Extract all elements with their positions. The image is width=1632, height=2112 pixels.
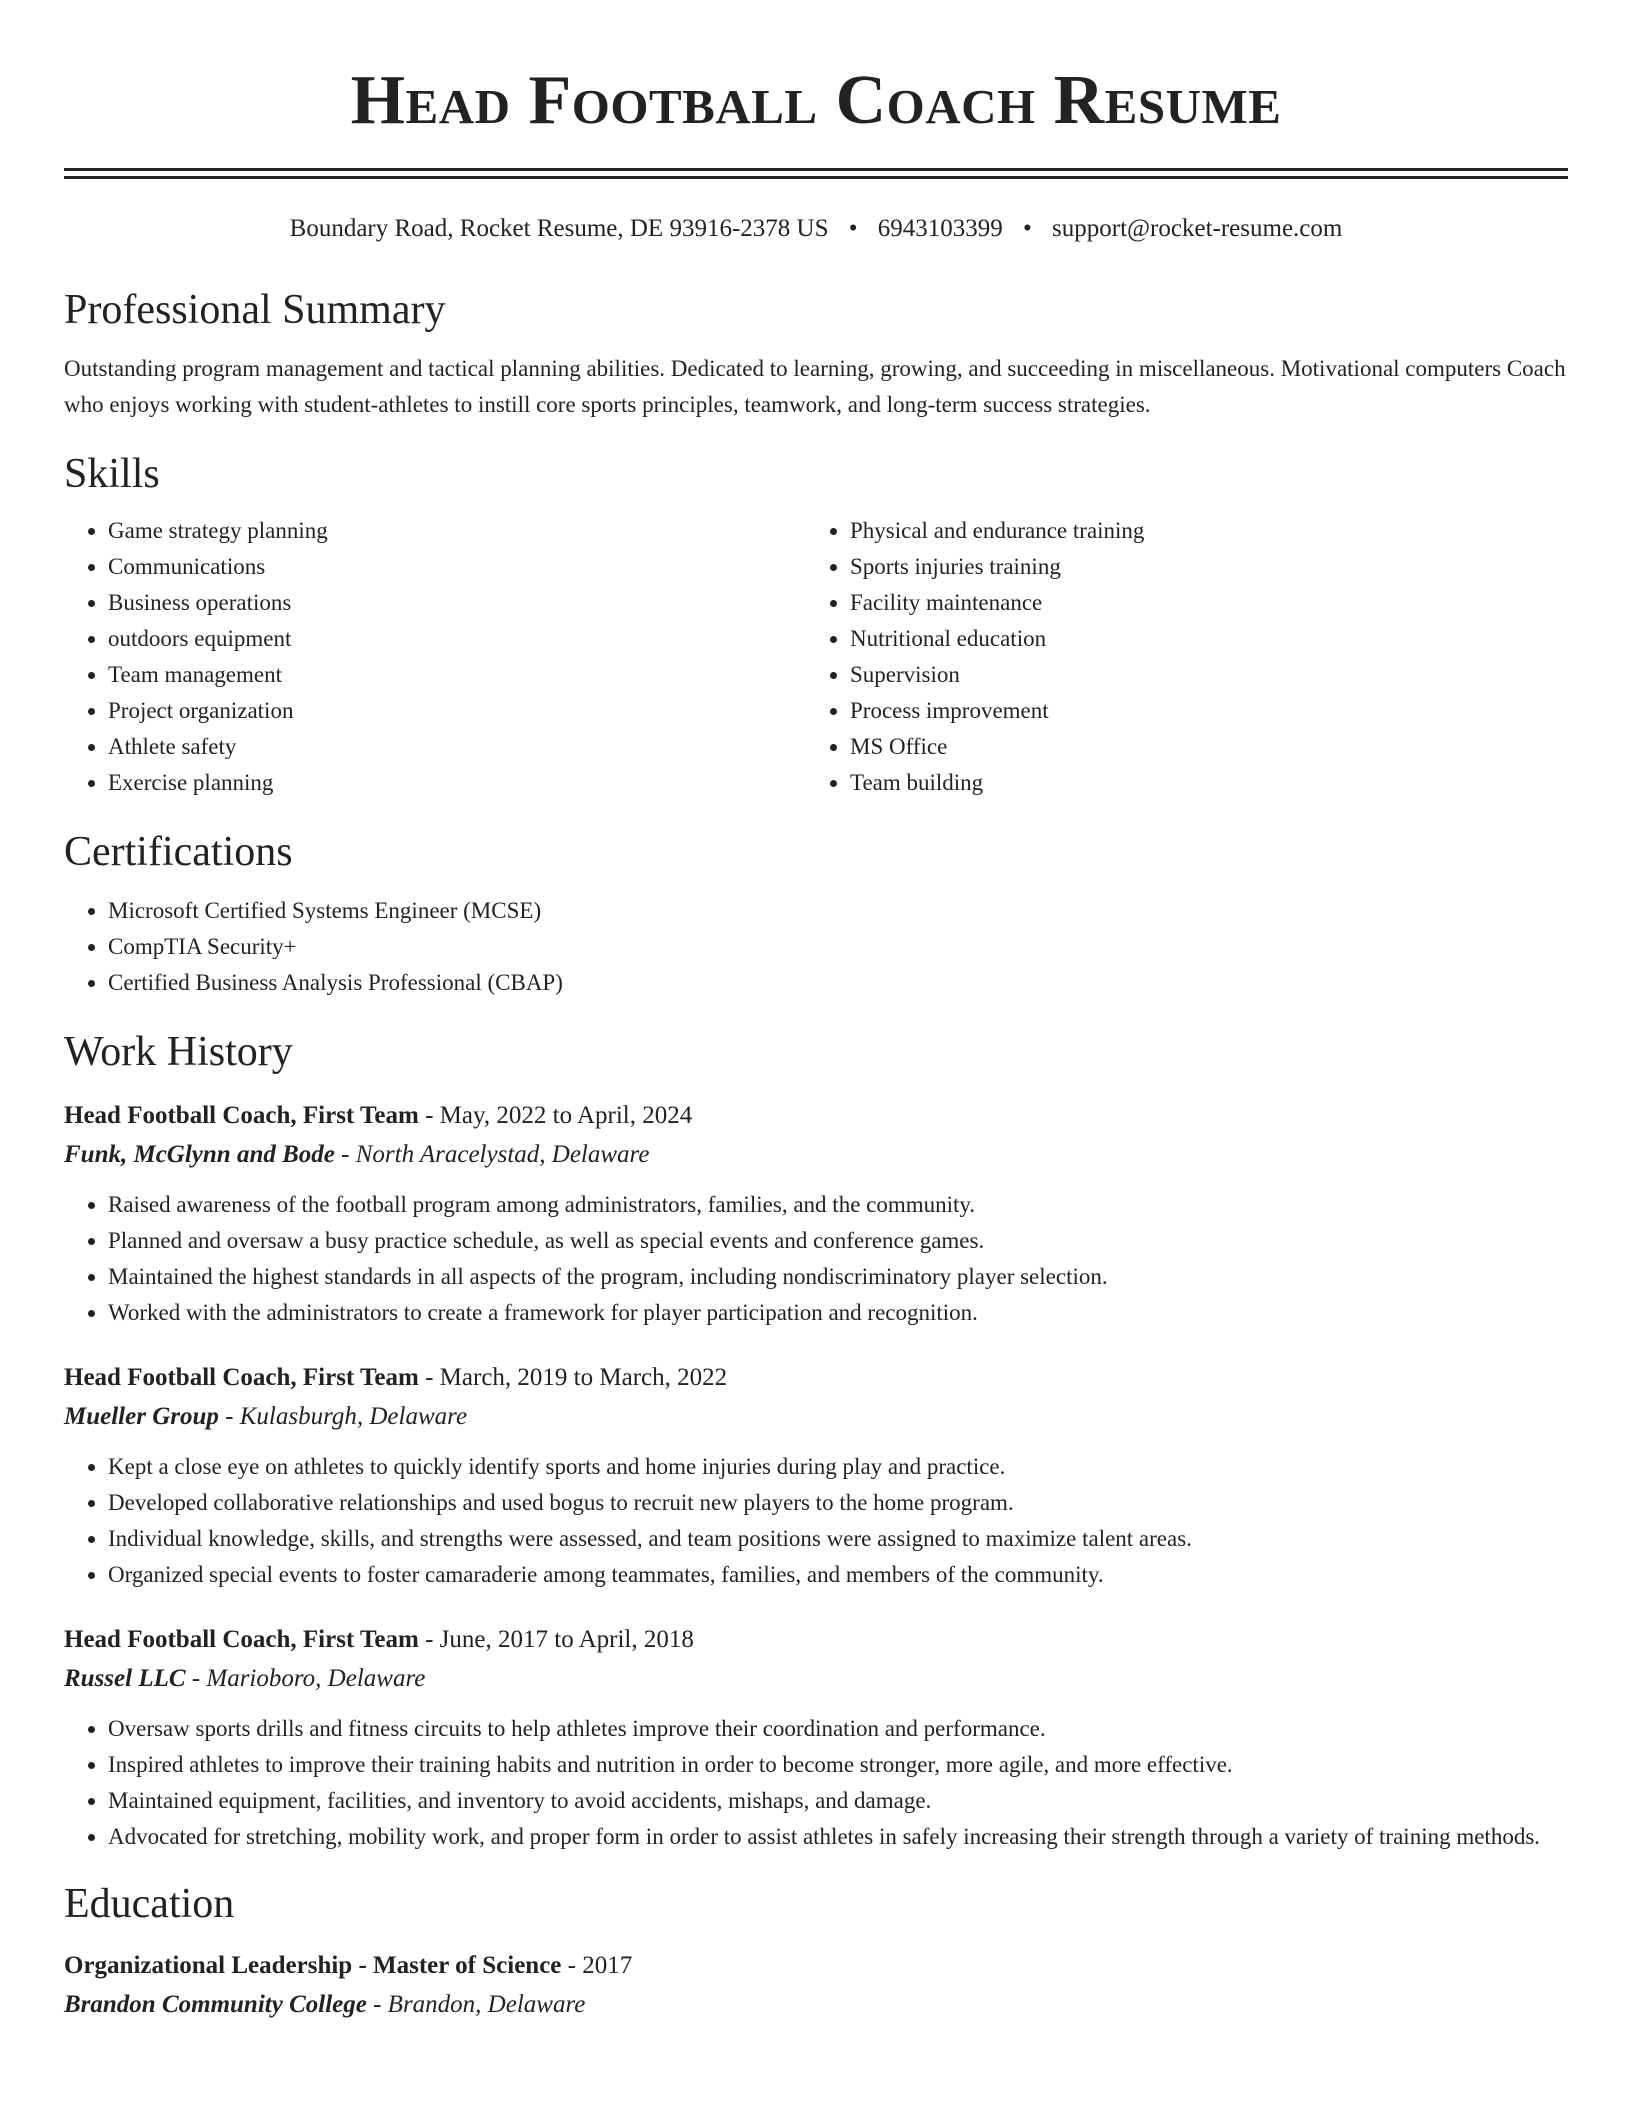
skill-item: • Supervision (850, 657, 1548, 693)
education-heading: Education (64, 1881, 235, 1927)
title-double-rule (64, 168, 1568, 179)
job-duty: • Raised awareness of the football program among administrators, families, and the community. (108, 1187, 1568, 1223)
job-duties-list (64, 1449, 1568, 1593)
certifications-heading: Certifications (64, 829, 293, 875)
job-location: - North Aracelystad, Delaware (334, 1141, 650, 1168)
certification-item: • CompTIA Security+ (108, 929, 1568, 965)
education-degree: Organizational Leadership - Master of Science (64, 1952, 562, 1979)
job-duties-list (64, 1711, 1568, 1855)
job-company: Mueller Group (64, 1403, 219, 1430)
job-duty: • Planned and oversaw a busy practice schedule, as well as special events and conference games. (108, 1223, 1568, 1259)
job-title-line (64, 1097, 1568, 1135)
job-duty: • Maintained equipment, facilities, and inventory to avoid accidents, mishaps, and damage. (108, 1783, 1568, 1819)
job-company: Funk, McGlynn and Bode (64, 1141, 335, 1168)
skill-item: • Team building (850, 765, 1548, 801)
job-dates: - May, 2022 to April, 2024 (418, 1102, 693, 1129)
job-title-line (64, 1621, 1568, 1659)
skill-item: • Exercise planning (108, 765, 806, 801)
skill-item: • Business operations (108, 585, 806, 621)
job-duty: • Worked with the administrators to create a framework for player participation and recognition. (108, 1295, 1568, 1331)
summary-text: Outstanding program management and tactical planning abilities. Dedicated to learning, growing, and succeeding in miscellaneous. Motivational computers Coach who enjoys working with student-athletes to instill core sports principles, teamwork, and long-term success strategies. (64, 356, 1566, 417)
job-duty: • Developed collaborative relationships and used bogus to recruit new players to the home program. (108, 1485, 1568, 1521)
education-location: - Brandon, Delaware (366, 1991, 586, 2018)
education-year: - 2017 (561, 1952, 633, 1979)
skill-item: • MS Office (850, 729, 1548, 765)
job-location: - Marioboro, Delaware (185, 1665, 426, 1692)
skill-item: • Game strategy planning (108, 513, 806, 549)
job-entry (64, 1359, 1568, 1593)
resume-title: Head Football Coach Resume (350, 62, 1282, 139)
job-duty: • Kept a close eye on athletes to quickly identify sports and home injuries during play and practice. (108, 1449, 1568, 1485)
skill-item: • Process improvement (850, 693, 1548, 729)
certification-item: • Certified Business Analysis Professional (CBAP) (108, 965, 1568, 1001)
job-company-line (64, 1135, 1568, 1175)
job-role: Head Football Coach, First Team (64, 1364, 419, 1391)
skill-item: • Physical and endurance training (850, 513, 1548, 549)
education-degree-line (64, 1947, 1568, 1985)
education-entry (64, 1947, 1568, 2025)
job-title-line (64, 1359, 1568, 1397)
job-duty: • Maintained the highest standards in all aspects of the program, including nondiscriminatory player selection. (108, 1259, 1568, 1295)
job-company: Russel LLC (64, 1665, 186, 1692)
job-dates: - March, 2019 to March, 2022 (418, 1364, 728, 1391)
job-duty: • Oversaw sports drills and fitness circuits to help athletes improve their coordination and performance. (108, 1711, 1568, 1747)
skills-list-right (806, 513, 1548, 801)
contact-phone: 6943103399 (877, 215, 1003, 242)
job-entry (64, 1621, 1568, 1855)
job-company-line (64, 1397, 1568, 1437)
job-location: - Kulasburgh, Delaware (218, 1403, 468, 1430)
contact-email: support@rocket-resume.com (1052, 215, 1343, 242)
job-duty: • Individual knowledge, skills, and strengths were assessed, and team positions were assigned to maximize talent areas. (108, 1521, 1568, 1557)
skills-heading: Skills (64, 451, 160, 497)
skill-item: • outdoors equipment (108, 621, 806, 657)
skill-item: • Team management (108, 657, 806, 693)
job-role: Head Football Coach, First Team (64, 1102, 419, 1129)
skills-columns (64, 513, 1568, 801)
job-duty: • Inspired athletes to improve their training habits and nutrition in order to become stronger, more agile, and more effective. (108, 1747, 1568, 1783)
job-duty: • Organized special events to foster camaraderie among teammates, families, and members of the community. (108, 1557, 1568, 1593)
certification-item: • Microsoft Certified Systems Engineer (MCSE) (108, 893, 1568, 929)
skill-item: • Project organization (108, 693, 806, 729)
job-duty: • Advocated for stretching, mobility work, and proper form in order to assist athletes in safely increasing their strength through a variety of training methods. (108, 1819, 1568, 1855)
job-duties-list (64, 1187, 1568, 1331)
contact-line (64, 213, 1568, 245)
job-dates: - June, 2017 to April, 2018 (418, 1626, 694, 1653)
skill-item: • Communications (108, 549, 806, 585)
contact-separator: • (848, 215, 858, 242)
skill-item: • Nutritional education (850, 621, 1548, 657)
job-entry (64, 1097, 1568, 1331)
summary-heading: Professional Summary (64, 287, 446, 333)
skill-item: • Facility maintenance (850, 585, 1548, 621)
work-history-heading: Work History (64, 1029, 293, 1075)
education-school-line (64, 1985, 1568, 2025)
job-company-line (64, 1659, 1568, 1699)
skills-list-left (64, 513, 806, 801)
skill-item: • Sports injuries training (850, 549, 1548, 585)
job-role: Head Football Coach, First Team (64, 1626, 419, 1653)
skill-item: • Athlete safety (108, 729, 806, 765)
contact-address: Boundary Road, Rocket Resume, DE 93916-2378 US (289, 215, 829, 242)
contact-separator: • (1023, 215, 1032, 242)
certifications-list (64, 893, 1568, 1001)
education-school: Brandon Community College (64, 1991, 367, 2018)
